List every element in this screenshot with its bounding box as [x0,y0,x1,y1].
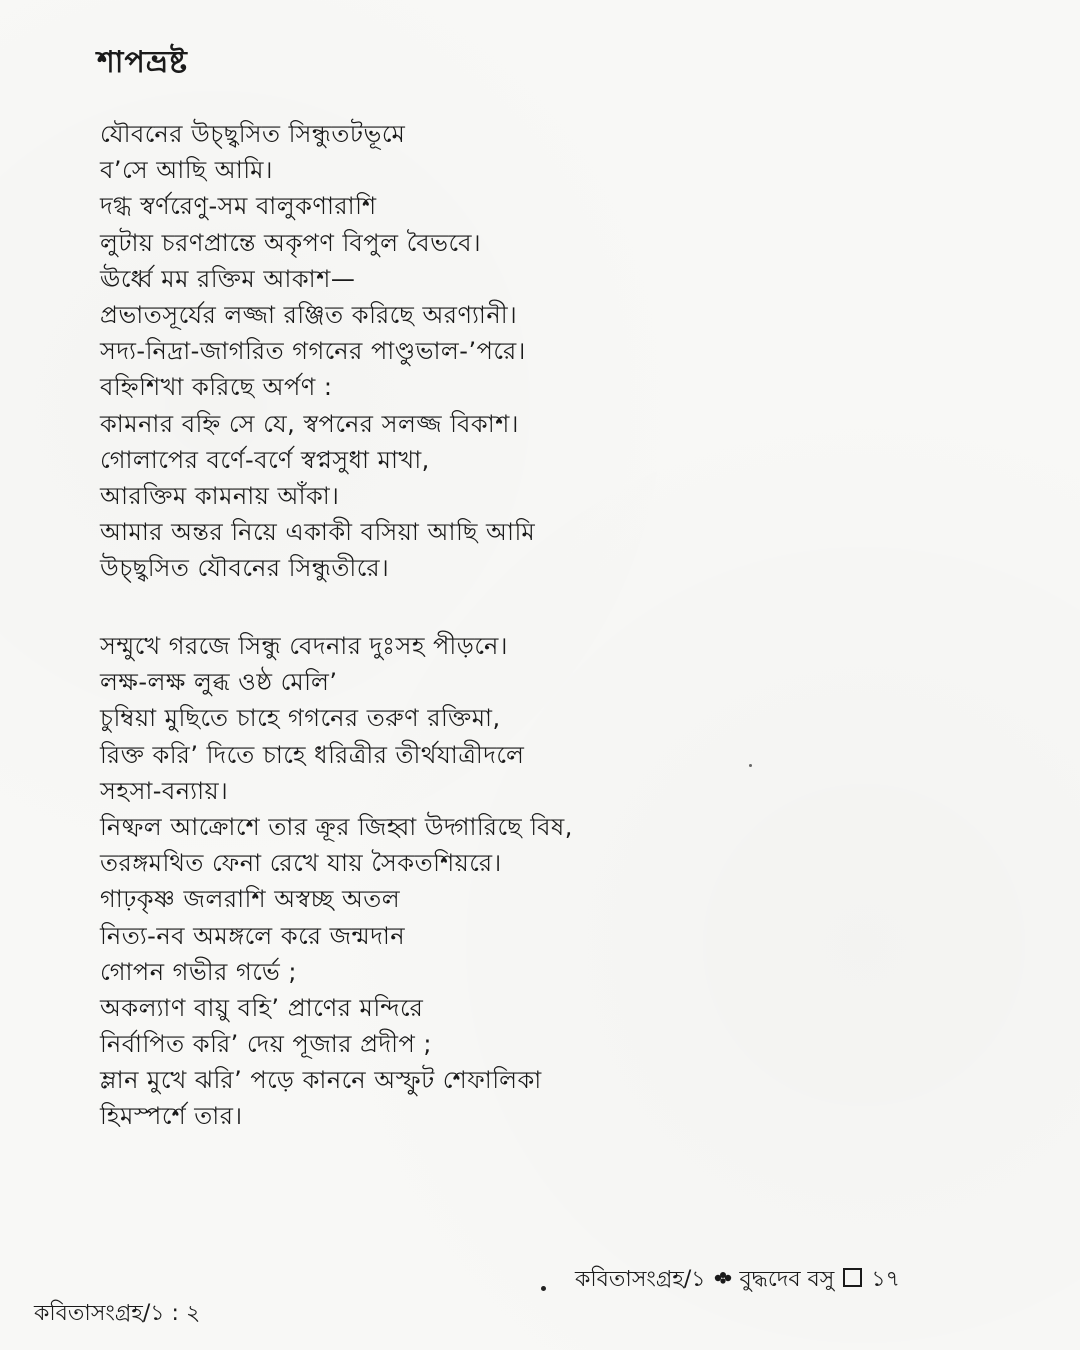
poem-line: লুটায় চরণপ্রান্তে অকৃপণ বিপুল বৈভবে। [100,228,482,257]
poem-line: গাঢ়কৃষ্ণ জলরাশি অস্বচ্ছ অতল [100,885,401,914]
poem-line: সম্মুখে গরজে সিন্ধু বেদনার দুঃসহ পীড়নে। [100,632,508,660]
poem-line: গোপন গভীর গর্ভে ; [100,957,297,986]
book-title: কবিতাসংগ্রহ/১ [575,1267,706,1292]
poem-line: ঊর্ধ্বে মম রক্তিম আকাশ— [100,264,356,293]
poem-line: ব’সে আছি আমি। [100,156,274,185]
scan-label: কবিতাসংগ্রহ/১ : ২ [34,1301,201,1326]
poem-line: গোলাপের বর্ণে-বর্ণে স্বপ্নসুধা মাখা, [100,445,430,474]
poem-line: চুম্বিয়া মুছিতে চাহে গগনের তরুণ রক্তিমা, [100,704,501,733]
flower-ornament-icon [713,1267,740,1292]
poem-line: হিমস্পর্শে তার। [100,1102,243,1131]
poem-line: যৌবনের উচ্ছ্বসিত সিন্ধুতটভূমে [100,120,406,148]
poem-line: নিষ্ফল আক্রোশে তার ক্রূর জিহ্বা উদ্গারিছে বিষ, [100,812,573,841]
page-number: ১৭ [871,1267,900,1292]
poem-line: লক্ষ-লক্ষ লুব্ধ ওষ্ঠ মেলি’ [100,668,338,697]
print-speck [541,1286,546,1291]
author-name: বুদ্ধদেব বসু [739,1267,835,1292]
stanza-2 [100,628,573,1135]
print-speck [749,764,752,767]
poem-line: রিক্ত করি’ দিতে চাহে ধরিত্রীর তীর্থযাত্রীদলে [100,740,525,769]
poem-line: সদ্য-নিদ্রা-জাগরিত গগনের পাণ্ডুভাল-’পরে। [100,337,526,366]
poem-line: নির্বাপিত করি’ দেয় পূজার প্রদীপ ; [100,1030,432,1059]
poem-line: উচ্ছ্বসিত যৌবনের সিন্ধুতীরে। [100,554,390,583]
poem-line: কামনার বহ্নি সে যে, স্বপনের সলজ্জ বিকাশ। [100,409,519,438]
square-box-icon [843,1268,862,1287]
stanza-1 [100,116,535,586]
poem-line: বহ্নিশিখা করিছে অর্পণ : [100,373,333,402]
poem-line: নিত্য-নব অমঙ্গলে করে জন্মদান [100,921,406,950]
poem-line: তরঙ্গমথিত ফেনা রেখে যায় সৈকতশিয়রে। [100,849,502,878]
poem-line: আমার অন্তর নিয়ে একাকী বসিয়া আছি আমি [100,518,536,547]
poem-line: অকল্যাণ বায়ু বহি’ প্রাণের মন্দিরে [100,993,424,1022]
poem-line: দগ্ধ স্বর্ণরেণু-সম বালুকণারাশি [100,192,377,221]
running-footer [575,1262,900,1299]
poem-line: ম্লান মুখে ঝরি’ পড়ে কাননে অস্ফুট শেফালিকা [100,1066,542,1095]
poem-line: সহসা-বন্যায়। [100,776,229,805]
poem-title: শাপভ্রষ্ট [97,45,188,80]
poem-line: প্রভাতসূর্যের লজ্জা রঞ্জিত করিছে অরণ্যানী। [100,300,518,329]
poem-line: আরক্তিম কামনায় আঁকা। [100,481,340,510]
